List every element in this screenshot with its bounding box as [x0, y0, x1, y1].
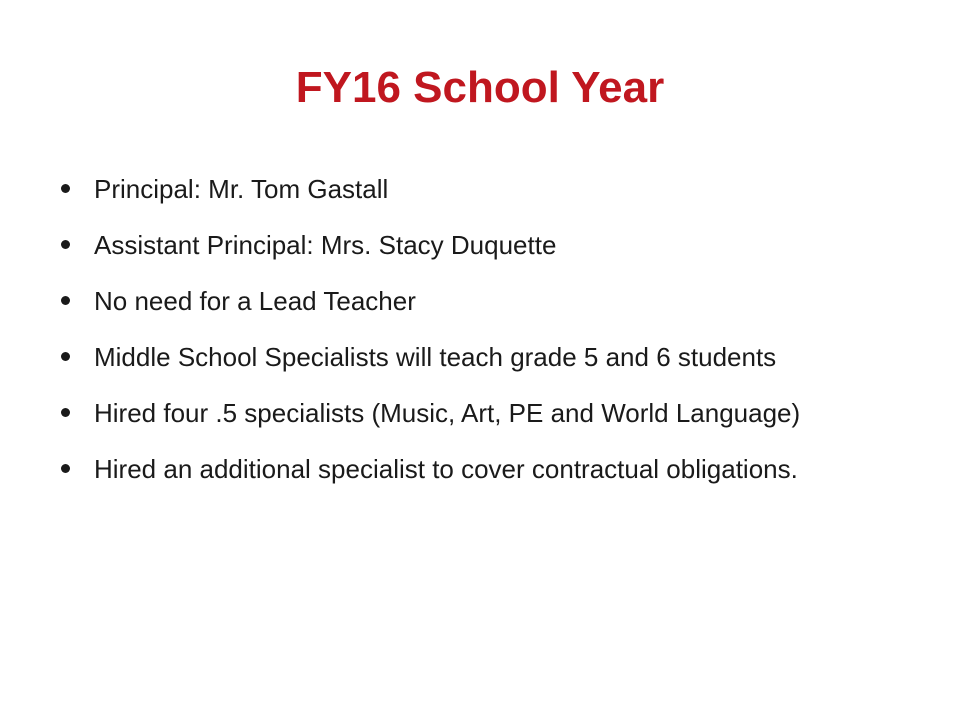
bullet-item	[58, 396, 858, 430]
bullet-text: Hired an additional specialist to cover contractual obligations.	[94, 454, 798, 484]
bullet-item	[58, 228, 858, 262]
bullet-text: Principal: Mr. Tom Gastall	[94, 174, 389, 204]
bullet-dot-icon	[61, 240, 70, 249]
bullet-item	[58, 284, 858, 318]
bullet-dot-icon	[61, 184, 70, 193]
bullet-text: Middle School Specialists will teach grade 5 and 6 students	[94, 342, 777, 372]
bullet-text: Assistant Principal: Mrs. Stacy Duquette	[94, 230, 557, 260]
bullet-text: No need for a Lead Teacher	[94, 286, 416, 316]
slide-title: FY16 School Year	[295, 63, 665, 112]
bullet-item	[58, 340, 858, 374]
bullet-list	[58, 172, 858, 508]
bullet-item	[58, 452, 858, 486]
bullet-dot-icon	[61, 352, 70, 361]
bullet-dot-icon	[61, 296, 70, 305]
bullet-dot-icon	[61, 408, 70, 417]
bullet-dot-icon	[61, 464, 70, 473]
bullet-text: Hired four .5 specialists (Music, Art, PE and World Language)	[94, 398, 801, 428]
bullet-item	[58, 172, 858, 206]
